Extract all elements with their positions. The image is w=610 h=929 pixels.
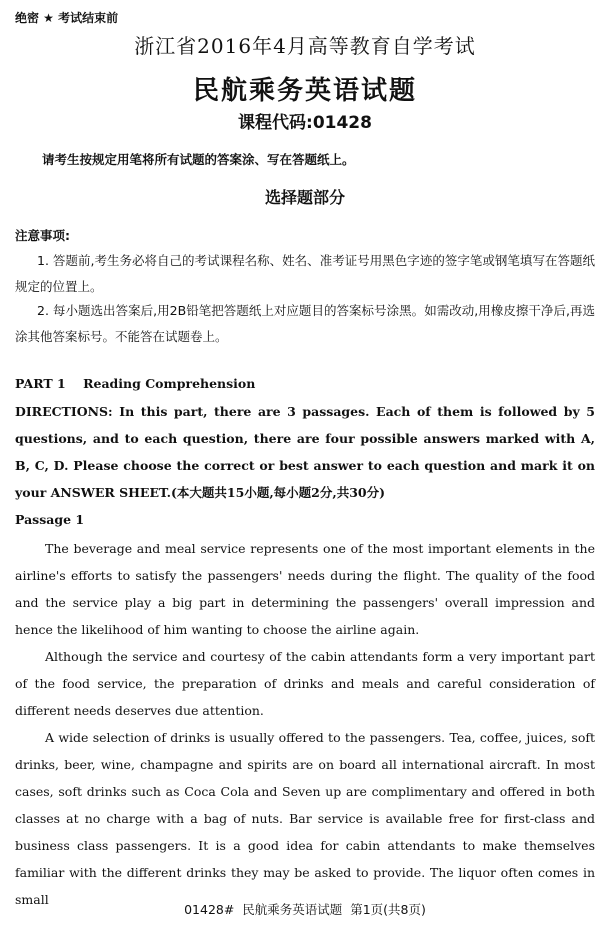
passage-label: Passage 1 (15, 512, 85, 527)
notes-heading: 注意事项: (15, 228, 70, 243)
part-directions: DIRECTIONS: In this part, there are 3 passages. Each of them is followed by 5 questions, and to each question, there are four possible answers marked with A, B, C, D. Please choose the correct or best answer to each question and mark it on your ANSWER SHEET.(本大题共15小题,每小题2分,共30分) (15, 404, 595, 500)
page-footer: 01428# 民航乘务英语试题 第1页(共8页) (184, 902, 426, 917)
general-instruction: 请考生按规定用笔将所有试题的答案涂、写在答题纸上。 (42, 152, 355, 167)
passage-paragraph: The beverage and meal service represents one of the most important elements in the airline's efforts to satisfy the passengers' needs during the flight. The quality of the food and the service play a big part in determining the passengers' overall impression and hence the likelihood of him wanting to choose the airline again. (15, 541, 595, 637)
section-title: 选择题部分 (264, 188, 345, 207)
exam-title: 浙江省2016年4月高等教育自学考试 (134, 34, 476, 58)
note-item: 2. 每小题选出答案后,用2B铅笔把答题纸上对应题目的答案标号涂黑。如需改动,用橡皮擦干净后,再选涂其他答案标号。不能答在试题卷上。 (15, 303, 595, 344)
part-title: PART 1 Reading Comprehension (15, 376, 256, 391)
course-code: 课程代码:01428 (238, 113, 372, 133)
confidential-mark: 绝密 ★ 考试结束前 (15, 11, 119, 25)
subject-title: 民航乘务英语试题 (192, 76, 417, 106)
passage-paragraph: Although the service and courtesy of the cabin attendants form a very important part of the food service, the preparation of drinks and meals and careful consideration of different needs deserves due attention. (15, 649, 595, 718)
passage-paragraph: A wide selection of drinks is usually offered to the passengers. Tea, coffee, juices, soft drinks, beer, wine, champagne and spirits are on board all international aircraft. In most cases, soft drinks such as Coca Cola and Seven up are complimentary and offered in both classes at no charge with a bag of nuts. Bar service is available free for first-class and business class passengers. It is a good idea for cabin attendants to make themselves familiar with the different drinks they may be asked to provide. The liquor often comes in small (15, 730, 595, 907)
note-item: 1. 答题前,考生务必将自己的考试课程名称、姓名、准考证号用黑色字迹的签字笔或钢笔填写在答题纸规定的位置上。 (15, 253, 595, 294)
